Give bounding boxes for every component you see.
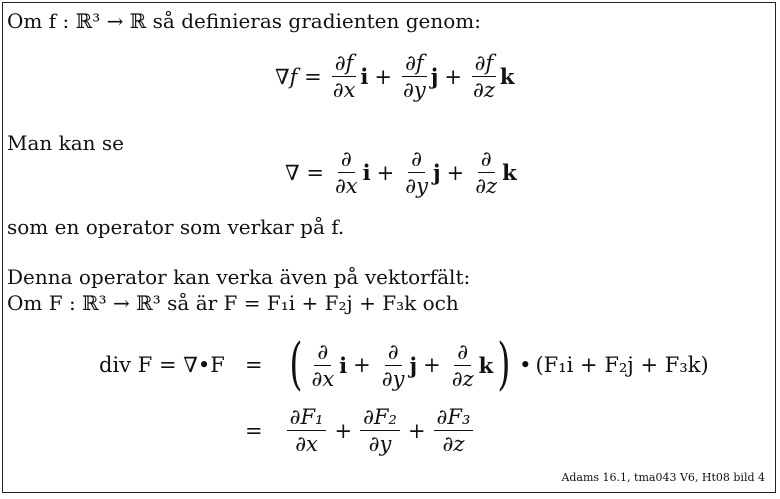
eq1-lhs: ∇f = bbox=[275, 64, 322, 89]
eq3-lhs: div F = ∇•F bbox=[99, 353, 225, 377]
intro-text: Om f : ℝ³ → ℝ så definieras gradienten genom: bbox=[7, 9, 481, 33]
man-kan-se-text: Man kan se bbox=[7, 131, 125, 155]
denna-text: Denna operator kan verka även på vektorfält: bbox=[7, 265, 471, 289]
divergence-equation: div F = ∇•F = ( $\frac{\partial}{\partial x}$ i + $\frac{\partial}{\partial y}$ j + $\frac{\partial}{\partial z}$ k ) • (F₁i + F₂j + F₃k) bbox=[99, 332, 709, 397]
footer-reference: Adams 16.1, tma043 V6, Ht08 bild 4 bbox=[561, 471, 765, 484]
om-F-text: Om F : ℝ³ → ℝ³ så är F = F₁i + F₂j + F₃k och bbox=[7, 291, 459, 315]
eq2-lhs: ∇ = bbox=[285, 160, 324, 185]
gradient-equation: ∇f = $\frac{\partial f}{\partial x}$ i + $\frac{\partial f}{\partial y}$ j + $\frac{\partial f}{\partial z}$ k bbox=[275, 51, 515, 102]
divergence-result: = $\frac{\text{∂F₁}}{\partial x}$ + $\frac{\text{∂F₂}}{\partial y}$ + $\frac{\text{∂F₃}}{\partial z}$ bbox=[245, 405, 475, 456]
slide bbox=[2, 2, 776, 493]
eq1-frac-x: $\frac{\partial f}{\partial x}$ bbox=[332, 51, 356, 102]
eq1-frac-y: $\frac{\partial f}{\partial y}$ bbox=[403, 51, 426, 102]
eq1-frac-z: $\frac{\partial f}{\partial z}$ bbox=[472, 51, 495, 102]
eq3-rhs: (F₁i + F₂j + F₃k) bbox=[535, 353, 709, 377]
nabla-equation: ∇ = $\frac{\partial}{\partial x}$ i + $\frac{\partial}{\partial y}$ j + $\frac{\partial}{\partial z}$ k bbox=[285, 147, 517, 198]
som-en-text: som en operator som verkar på f. bbox=[7, 215, 345, 239]
